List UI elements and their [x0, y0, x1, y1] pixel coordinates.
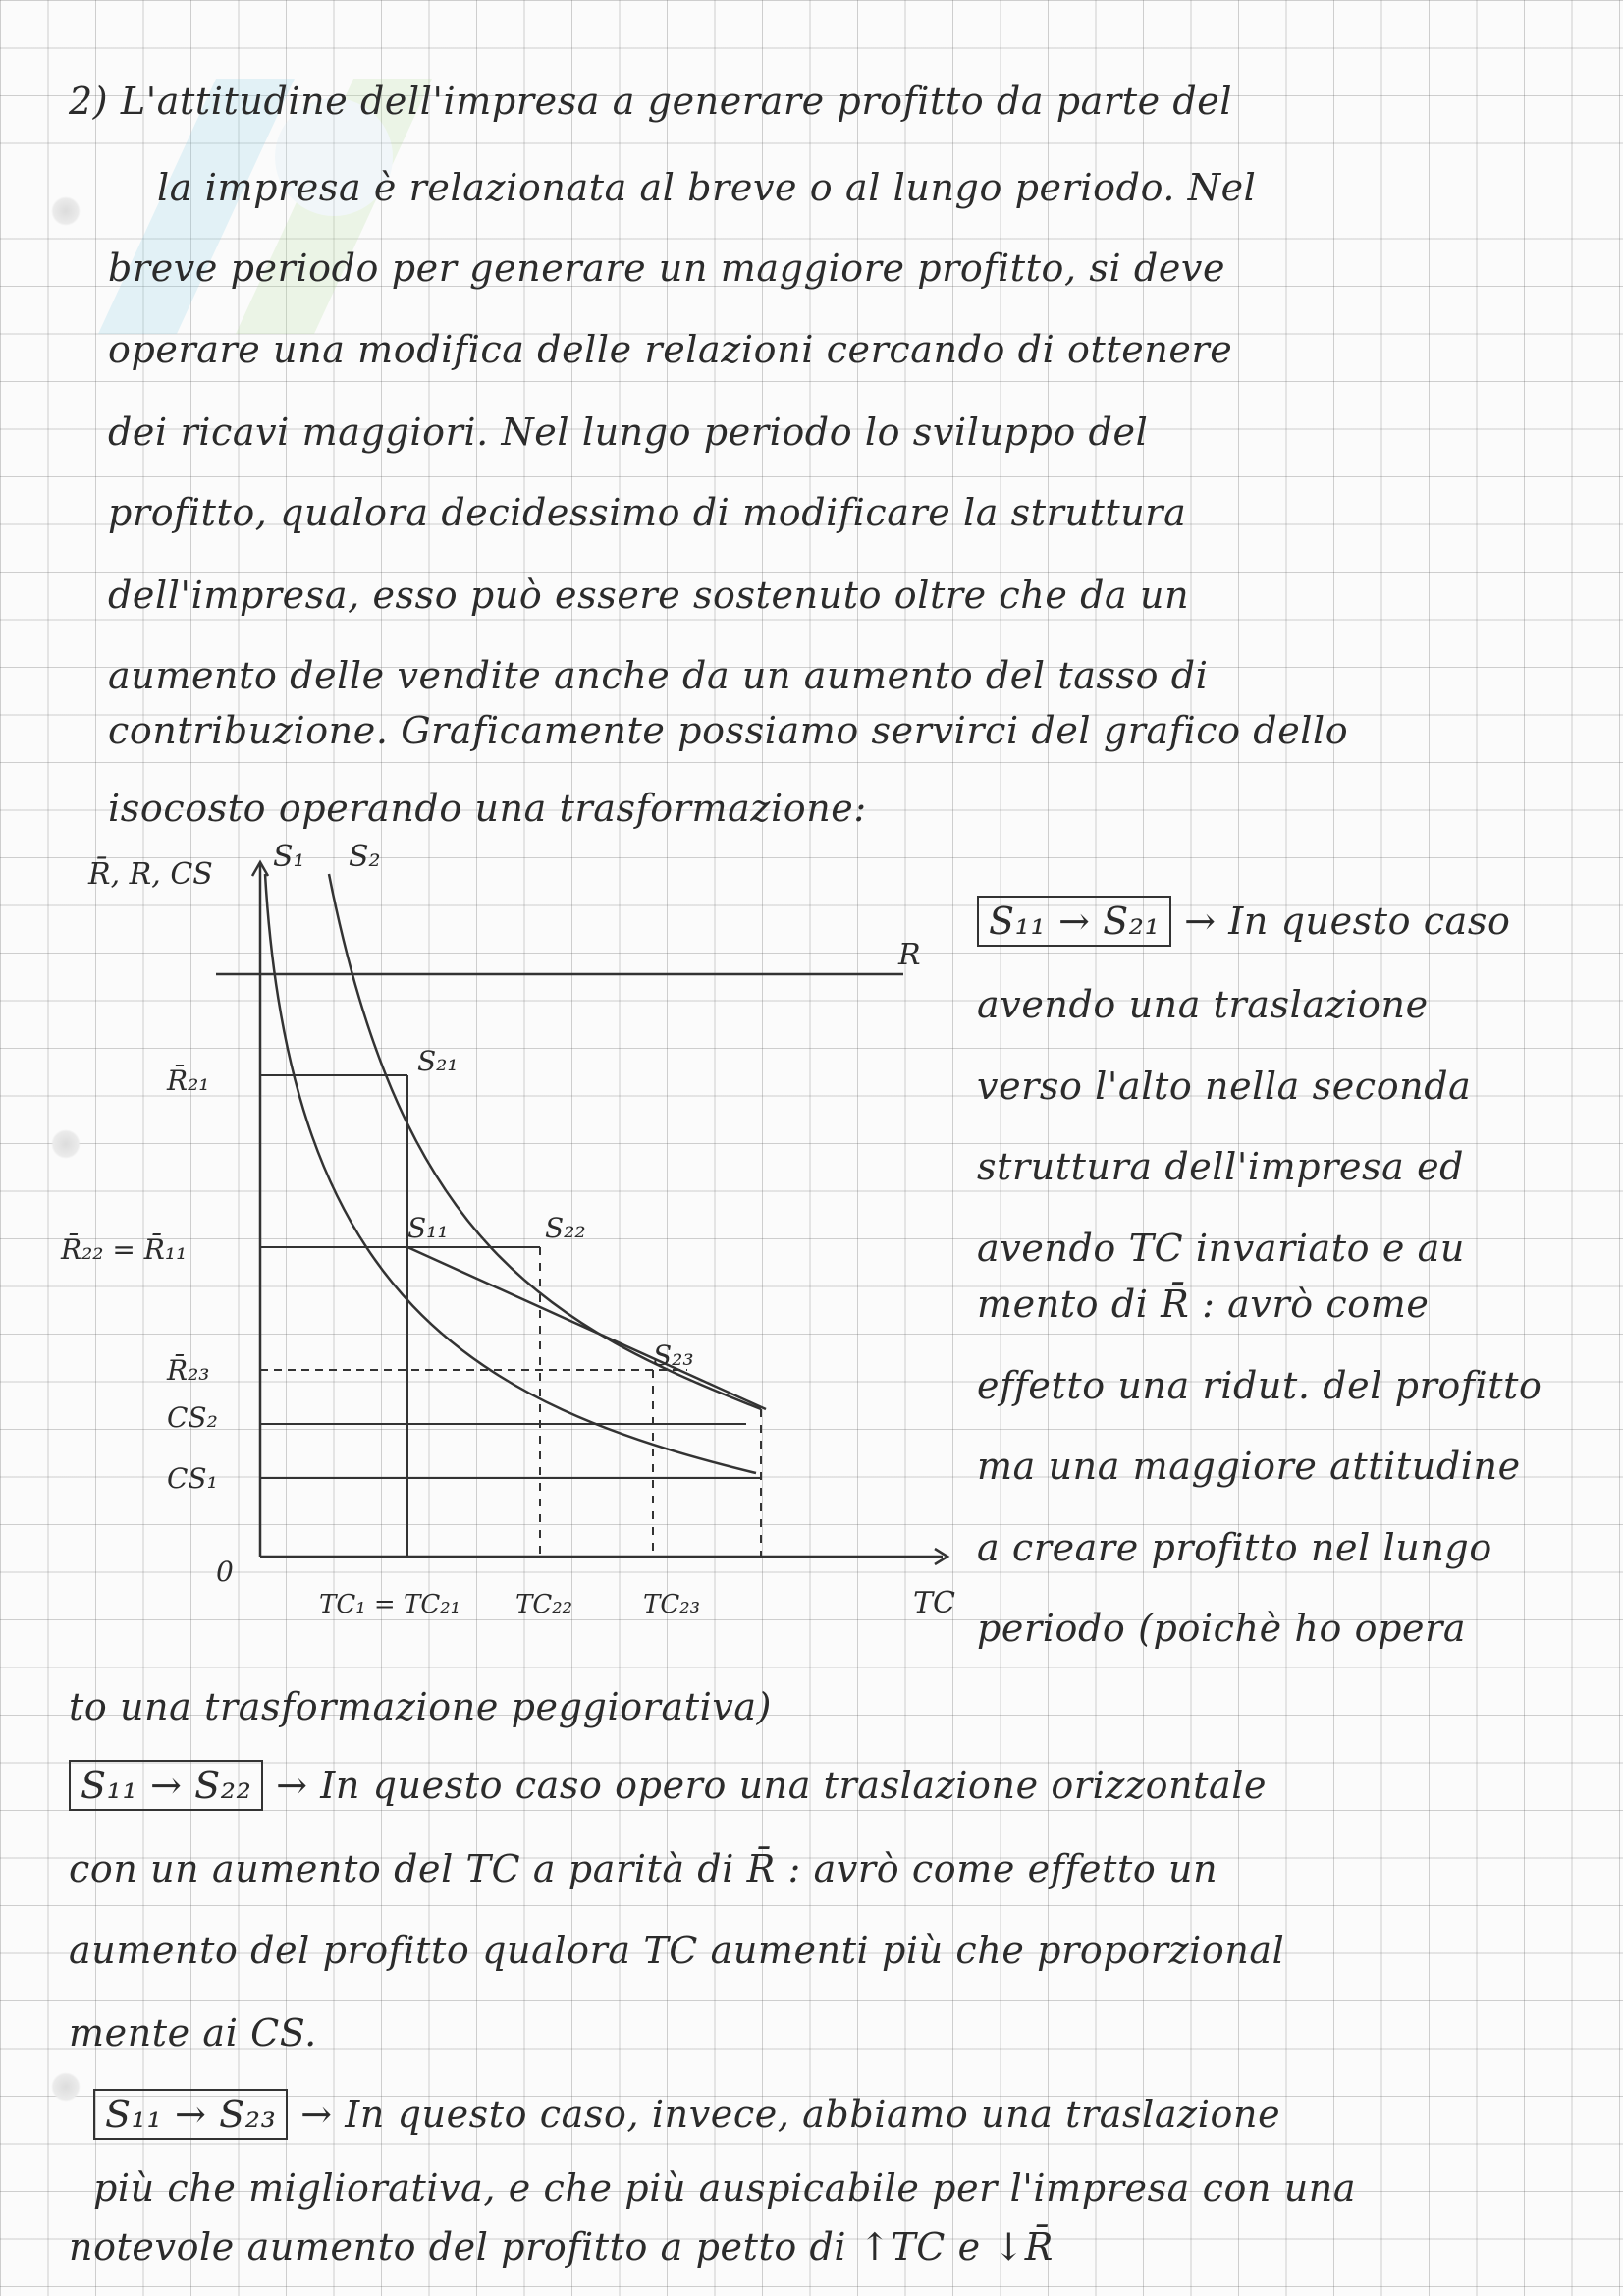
- x-tick-tc22: TC₂₂: [515, 1590, 573, 1619]
- y-tick-r23: R̄₂₃: [167, 1354, 210, 1387]
- y-tick-cs1: CS₁: [167, 1462, 218, 1495]
- paragraph-line: aumento delle vendite anche da un aumento del tasso di: [108, 654, 1209, 697]
- paragraph-line: profitto, qualora decidessimo di modificare la struttura: [108, 491, 1187, 534]
- curve-s2: [329, 874, 761, 1409]
- side-line: ma una maggiore attitudine: [977, 1445, 1521, 1488]
- paragraph-line: contribuzione. Graficamente possiamo servirci del grafico dello: [108, 709, 1349, 752]
- punch-hole: [51, 2072, 81, 2102]
- x-tick-tc1: TC₁ = TC₂₁: [319, 1590, 461, 1619]
- isocost-graph: [59, 835, 982, 1640]
- origin-label: 0: [216, 1556, 234, 1588]
- y-tick-r22: R̄₂₂ = R̄₁₁: [61, 1233, 188, 1266]
- side-line: avendo una traslazione: [977, 983, 1429, 1026]
- punch-hole: [51, 196, 81, 226]
- side-line: → In questo caso: [1184, 900, 1511, 943]
- side-line: mento di R̄ : avrò come: [977, 1283, 1430, 1326]
- transition-box-s22: S₁₁ → S₂₂: [69, 1760, 263, 1811]
- s23-line: più che migliorativa, e che più auspicabile per l'impresa con una: [93, 2166, 1357, 2210]
- s22-line: → In questo caso opero una traslazione orizzontale: [276, 1764, 1268, 1807]
- paragraph-line: 2) L'attitudine dell'impresa a generare profitto da parte del: [69, 80, 1233, 123]
- side-line: a creare profitto nel lungo: [977, 1526, 1492, 1569]
- point-label-s11: S₁₁: [407, 1212, 449, 1244]
- side-line: effetto una ridut. del profitto: [977, 1364, 1542, 1407]
- y-axis-label: R̄, R, CS: [88, 857, 213, 892]
- paragraph-line: dell'impresa, esso può essere sostenuto oltre che da un: [108, 574, 1190, 617]
- s22-line: mente ai CS.: [69, 2011, 317, 2054]
- paragraph-line: isocosto operando una trasformazione:: [108, 787, 867, 830]
- point-label-s22: S₂₂: [545, 1212, 586, 1244]
- paragraph-line: breve periodo per generare un maggiore profitto, si deve: [108, 246, 1226, 290]
- curve-label-s2: S₂: [349, 840, 381, 874]
- s23-heading: [93, 2087, 1280, 2142]
- curve-label-s1: S₁: [273, 840, 305, 874]
- s22-line: aumento del profitto qualora TC aumenti più che proporzional: [69, 1929, 1285, 1972]
- y-tick-cs2: CS₂: [167, 1401, 218, 1434]
- side-line: struttura dell'impresa ed: [977, 1145, 1465, 1188]
- side-line: avendo TC invariato e au: [977, 1227, 1465, 1270]
- s22-heading: [69, 1758, 1267, 1813]
- x-axis-label: TC: [913, 1586, 955, 1620]
- paragraph-line: operare una modifica delle relazioni cercando di ottenere: [108, 328, 1233, 371]
- s23-line: notevole aumento del profitto a petto di ↑TC e ↓R̄: [69, 2225, 1055, 2269]
- point-label-s21: S₂₁: [417, 1045, 459, 1077]
- s22-line: con un aumento del TC a parità di R̄ : avrò come effetto un: [69, 1847, 1218, 1890]
- y-tick-r21: R̄₂₁: [167, 1065, 210, 1097]
- paragraph-line: la impresa è relazionata al breve o al lungo periodo. Nel: [157, 166, 1257, 209]
- transition-box-s23: S₁₁ → S₂₃: [93, 2089, 288, 2140]
- curve-s1: [265, 874, 756, 1473]
- s23-line: → In questo caso, invece, abbiamo una traslazione: [300, 2093, 1281, 2136]
- x-tick-tc23: TC₂₃: [643, 1590, 701, 1619]
- side-line: periodo (poichè ho opera: [977, 1607, 1467, 1650]
- paragraph-line: dei ricavi maggiori. Nel lungo periodo lo sviluppo del: [108, 410, 1149, 454]
- transition-box-s21: S₁₁ → S₂₁: [977, 896, 1171, 947]
- side-line: verso l'alto nella seconda: [977, 1065, 1472, 1108]
- continuation-line: to una trasformazione peggiorativa): [69, 1685, 773, 1728]
- r-line-label: R: [898, 938, 921, 972]
- side-note-heading: [977, 894, 1511, 949]
- point-label-s23: S₂₃: [653, 1339, 694, 1372]
